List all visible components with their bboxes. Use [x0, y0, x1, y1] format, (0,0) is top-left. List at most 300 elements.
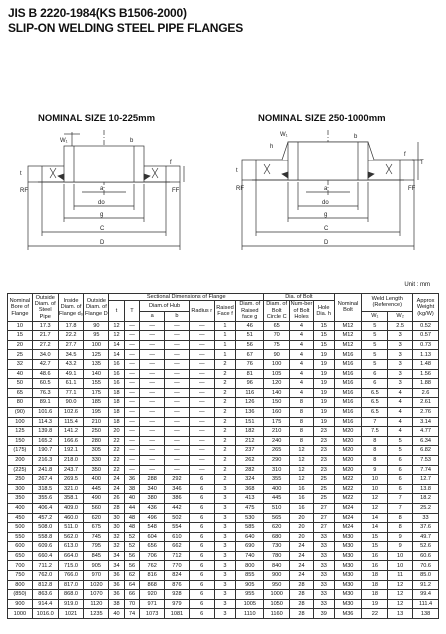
table-cell: 12	[290, 475, 314, 485]
table-cell: 14	[362, 523, 388, 533]
table-cell: 12	[388, 599, 413, 609]
table-cell: 80	[8, 398, 33, 408]
table-cell: 5	[362, 340, 388, 350]
table-cell: 3	[214, 494, 236, 504]
table-row	[8, 465, 439, 475]
table-cell: 7.5	[362, 427, 388, 437]
table-row	[8, 388, 439, 398]
table-row	[8, 513, 439, 523]
table-cell: M16	[334, 369, 362, 379]
table-cell: —	[124, 455, 140, 465]
table-cell: 8	[388, 523, 413, 533]
table-cell: 1160	[264, 609, 290, 619]
table-cell: 33	[313, 532, 334, 542]
table-cell: 36	[109, 590, 125, 600]
table-cell: 37.6	[413, 523, 439, 533]
table-cell: 22	[109, 465, 125, 475]
table-cell: 12	[362, 494, 388, 504]
table-cell: M20	[334, 436, 362, 446]
table-cell: 19	[313, 388, 334, 398]
table-cell: —	[124, 388, 140, 398]
table-cell: 11	[388, 571, 413, 581]
table-cell: 18	[109, 398, 125, 408]
table-cell: 212	[236, 436, 264, 446]
right-label-w1: W₁	[280, 132, 288, 138]
table-cell: 49.1	[58, 369, 84, 379]
header-t: t	[109, 301, 125, 321]
table-cell: 140	[264, 388, 290, 398]
table-cell: 10	[388, 551, 413, 561]
table-cell: 12	[290, 455, 314, 465]
table-cell: 1110	[236, 609, 264, 619]
table-cell: 2	[214, 398, 236, 408]
table-cell: 554	[165, 523, 190, 533]
table-cell: 16	[109, 379, 125, 389]
table-cell: 1073	[140, 609, 165, 619]
table-cell: 65	[264, 321, 290, 331]
table-cell: —	[124, 398, 140, 408]
table-cell: 20	[290, 523, 314, 533]
table-cell: M12	[334, 321, 362, 331]
table-row	[8, 379, 439, 389]
table-row	[8, 571, 439, 581]
table-cell: 3	[214, 503, 236, 513]
table-cell: 102.6	[58, 407, 84, 417]
table-cell: 7	[388, 503, 413, 513]
table-cell: —	[189, 321, 214, 331]
table-cell: 16	[290, 484, 314, 494]
table-cell: —	[189, 446, 214, 456]
table-cell: 22	[109, 446, 125, 456]
table-cell: 262	[236, 455, 264, 465]
table-row	[8, 340, 439, 350]
header-w1: W₁	[362, 311, 388, 321]
table-cell: 290	[264, 455, 290, 465]
table-cell: M16	[334, 360, 362, 370]
table-cell: 19	[313, 350, 334, 360]
table-cell: 4	[388, 427, 413, 437]
table-cell: M30	[334, 542, 362, 552]
table-row	[8, 417, 439, 427]
table-cell: 21.7	[32, 331, 58, 341]
table-cell: 32	[109, 532, 125, 542]
table-row	[8, 369, 439, 379]
table-cell: —	[165, 321, 190, 331]
table-cell: 4	[290, 360, 314, 370]
table-cell: 56	[236, 340, 264, 350]
table-cell: 24	[290, 561, 314, 571]
table-cell: 3	[214, 551, 236, 561]
table-cell: 740	[236, 551, 264, 561]
table-cell: 386	[165, 494, 190, 504]
table-cell: 855	[236, 571, 264, 581]
table-cell: 52	[124, 542, 140, 552]
table-cell: —	[165, 388, 190, 398]
table-cell: 49.7	[413, 532, 439, 542]
table-cell: 7.74	[413, 465, 439, 475]
table-cell: 6	[388, 465, 413, 475]
table-cell: 25	[313, 475, 334, 485]
table-cell: 6	[388, 455, 413, 465]
table-cell: 141.2	[58, 427, 84, 437]
table-cell: 6	[189, 475, 214, 485]
table-cell: 368	[236, 484, 264, 494]
table-cell: 350	[8, 494, 33, 504]
table-cell: 70.6	[413, 561, 439, 571]
table-cell: —	[165, 331, 190, 341]
table-cell: 18	[362, 571, 388, 581]
table-cell: —	[124, 321, 140, 331]
table-cell: —	[140, 321, 165, 331]
table-cell: 16	[290, 503, 314, 513]
table-row	[8, 494, 439, 504]
table-cell: 33	[313, 571, 334, 581]
table-cell: 3	[388, 360, 413, 370]
table-cell: 955	[236, 590, 264, 600]
table-cell: 76	[236, 360, 264, 370]
table-cell: 5	[362, 321, 388, 331]
table-cell: 250	[8, 475, 33, 485]
table-cell: 27.7	[58, 340, 84, 350]
table-cell: 565	[264, 513, 290, 523]
table-cell: 15	[313, 340, 334, 350]
header-nominal-bolt: Nominal Bolt	[334, 294, 362, 322]
table-row	[8, 455, 439, 465]
header-hub-diam: Diam.of Hub	[140, 301, 190, 311]
table-cell: 346	[165, 484, 190, 494]
table-cell: 4	[290, 369, 314, 379]
table-cell: 4	[290, 340, 314, 350]
table-cell: 38	[109, 599, 125, 609]
table-cell: 324	[236, 475, 264, 485]
table-cell: M16	[334, 388, 362, 398]
table-cell: 16	[362, 551, 388, 561]
page-subtitle: SLIP-ON WELDING STEEL PIPE FLANGES	[8, 21, 243, 35]
table-cell: 265	[264, 446, 290, 456]
table-cell: M36	[334, 609, 362, 619]
table-cell: 116	[236, 388, 264, 398]
table-cell: 4	[290, 388, 314, 398]
table-cell: 0.73	[413, 340, 439, 350]
table-cell: 22	[109, 436, 125, 446]
table-cell: —	[165, 360, 190, 370]
right-label-d: D	[324, 240, 329, 246]
table-cell: —	[124, 360, 140, 370]
table-cell: 52	[124, 532, 140, 542]
table-cell: 100	[84, 340, 109, 350]
table-cell: 25	[8, 350, 33, 360]
right-label-b: b	[354, 134, 358, 140]
left-label-a: a	[100, 186, 104, 192]
table-cell: 2	[214, 436, 236, 446]
table-cell: 800	[236, 561, 264, 571]
table-cell: 5	[362, 331, 388, 341]
table-cell: 40	[124, 494, 140, 504]
table-cell: 730	[264, 542, 290, 552]
table-row	[8, 436, 439, 446]
header-hub-a: a	[140, 311, 165, 321]
table-cell: 4	[290, 350, 314, 360]
header-bolt-circle: Diam. of Bolt Circle C	[264, 301, 290, 321]
table-cell: 81	[236, 369, 264, 379]
table-row	[8, 475, 439, 485]
table-cell: 4	[290, 321, 314, 331]
table-cell: 105	[264, 369, 290, 379]
table-cell: 40	[8, 369, 33, 379]
table-cell: 640	[236, 532, 264, 542]
table-cell: 1120	[84, 599, 109, 609]
table-cell: 5	[388, 436, 413, 446]
table-cell: —	[165, 417, 190, 427]
table-cell: 3	[214, 609, 236, 619]
table-cell: 114.3	[32, 417, 58, 427]
table-cell: 1070	[84, 590, 109, 600]
table-cell: 970	[84, 571, 109, 581]
table-cell: 12.7	[413, 475, 439, 485]
table-row	[8, 398, 439, 408]
table-cell: 292	[165, 475, 190, 485]
table-cell: 28	[109, 503, 125, 513]
header-nominal-bore: Nominal Bore of Flange	[8, 294, 33, 322]
left-label-ff: FF	[172, 188, 180, 194]
table-cell: 22.2	[58, 331, 84, 341]
table-cell: 166.6	[58, 436, 84, 446]
header-raised-face: Raised Face f	[214, 301, 236, 321]
table-cell: 919.0	[58, 599, 84, 609]
table-cell: 6	[362, 379, 388, 389]
table-cell: —	[140, 331, 165, 341]
table-cell: 95	[84, 331, 109, 341]
table-cell: 32	[8, 360, 33, 370]
table-cell: 8	[362, 455, 388, 465]
header-raised-diam: Diam. of Raised face g	[236, 301, 264, 321]
table-cell: 28	[290, 590, 314, 600]
table-cell: 558.8	[32, 532, 58, 542]
table-cell: 876	[165, 580, 190, 590]
table-cell: 6.34	[413, 436, 439, 446]
table-cell: —	[124, 436, 140, 446]
table-cell: M16	[334, 407, 362, 417]
table-cell: 355	[264, 475, 290, 485]
table-cell: 662	[165, 542, 190, 552]
table-cell: 15	[313, 331, 334, 341]
table-cell: 241.8	[32, 465, 58, 475]
table-cell: 210	[264, 427, 290, 437]
table-cell: 64	[124, 580, 140, 590]
table-cell: 800	[8, 580, 33, 590]
table-cell: 700	[8, 561, 33, 571]
unit-label: Unit : mm	[404, 282, 430, 288]
table-cell: 1021	[58, 609, 84, 619]
table-cell: M24	[334, 513, 362, 523]
table-cell: 23	[313, 446, 334, 456]
table-cell: —	[140, 379, 165, 389]
table-cell: 48.6	[32, 369, 58, 379]
table-cell: M16	[334, 379, 362, 389]
table-cell: 905	[236, 580, 264, 590]
table-cell: 165.2	[32, 436, 58, 446]
table-cell: 56	[124, 561, 140, 571]
table-cell: 1081	[165, 609, 190, 619]
table-cell: 1	[214, 340, 236, 350]
table-cell: 111.4	[413, 599, 439, 609]
table-cell: 300	[8, 484, 33, 494]
table-cell: 6	[189, 590, 214, 600]
table-cell: 1016.0	[32, 609, 58, 619]
table-cell: 318.5	[32, 484, 58, 494]
table-cell: (90)	[8, 407, 33, 417]
table-cell: 27	[313, 503, 334, 513]
table-cell: 20	[290, 532, 314, 542]
table-cell: 3	[388, 340, 413, 350]
table-cell: 14	[109, 340, 125, 350]
table-cell: 795	[84, 542, 109, 552]
table-cell: 85.0	[413, 571, 439, 581]
table-cell: 350	[84, 465, 109, 475]
table-cell: 210	[84, 417, 109, 427]
table-cell: M20	[334, 465, 362, 475]
table-row	[8, 532, 439, 542]
table-cell: 138	[413, 609, 439, 619]
left-label-w1: W₁	[60, 138, 68, 144]
table-cell: 139.8	[32, 427, 58, 437]
table-cell: 24	[290, 571, 314, 581]
table-cell: 824	[165, 571, 190, 581]
left-label-t: t	[20, 171, 22, 177]
table-row	[8, 561, 439, 571]
table-cell: —	[140, 417, 165, 427]
table-cell: 15	[362, 532, 388, 542]
table-cell: 60.6	[413, 551, 439, 561]
header-big-t: T	[124, 301, 140, 321]
table-cell: 562.0	[58, 532, 84, 542]
table-cell: 8	[388, 513, 413, 523]
table-cell: 4	[388, 388, 413, 398]
table-cell: 920	[140, 590, 165, 600]
table-cell: 34.0	[32, 350, 58, 360]
table-cell: 457.2	[32, 513, 58, 523]
table-cell: 600	[8, 542, 33, 552]
left-label-d: D	[100, 240, 105, 246]
table-cell: 125	[84, 350, 109, 360]
table-cell: 900	[264, 571, 290, 581]
table-cell: 620	[84, 513, 109, 523]
table-cell: 60.5	[32, 379, 58, 389]
table-cell: 17.8	[58, 321, 84, 331]
table-cell: 1	[214, 350, 236, 360]
table-cell: 3	[214, 523, 236, 533]
table-cell: —	[124, 350, 140, 360]
table-row	[8, 331, 439, 341]
table-cell: 845	[84, 551, 109, 561]
table-cell: —	[140, 427, 165, 437]
table-cell: 23	[313, 436, 334, 446]
table-cell: 62	[124, 571, 140, 581]
table-cell: 150	[264, 398, 290, 408]
table-cell: 511.0	[58, 523, 84, 533]
table-cell: 120	[264, 379, 290, 389]
table-cell: 0.57	[413, 331, 439, 341]
table-cell: 10	[8, 321, 33, 331]
table-cell: 67	[236, 350, 264, 360]
table-cell: 8	[290, 398, 314, 408]
table-cell: 409.0	[58, 503, 84, 513]
table-cell: 28	[290, 599, 314, 609]
table-cell: 33	[413, 513, 439, 523]
left-label-rf: RF	[20, 188, 28, 194]
table-cell: 2	[214, 369, 236, 379]
table-cell: 46	[236, 321, 264, 331]
table-cell: M20	[334, 455, 362, 465]
table-cell: 6	[362, 369, 388, 379]
table-cell: 450	[8, 513, 33, 523]
table-cell: 1050	[264, 599, 290, 609]
table-cell: 10	[362, 484, 388, 494]
table-cell: 90.0	[58, 398, 84, 408]
table-cell: 358.1	[58, 494, 84, 504]
table-row	[8, 350, 439, 360]
table-cell: 13.8	[413, 484, 439, 494]
flange-spec-table	[7, 293, 439, 619]
left-flange-diagram	[20, 126, 188, 282]
table-row	[8, 503, 439, 513]
table-cell: 200	[8, 455, 33, 465]
table-cell: 6	[388, 484, 413, 494]
table-cell: 12	[109, 321, 125, 331]
table-cell: —	[165, 340, 190, 350]
table-cell: 460.0	[58, 513, 84, 523]
table-row	[8, 609, 439, 619]
table-cell: 475	[236, 503, 264, 513]
table-cell: 52.6	[413, 542, 439, 552]
table-cell: 6	[189, 599, 214, 609]
table-cell: —	[140, 369, 165, 379]
table-cell: 6.5	[362, 398, 388, 408]
table-cell: 620	[264, 523, 290, 533]
table-cell: 321.0	[58, 484, 84, 494]
right-label-t: t	[236, 168, 238, 174]
table-cell: 6	[189, 561, 214, 571]
left-label-c: C	[100, 226, 105, 232]
table-cell: 19	[313, 407, 334, 417]
table-cell: 0.52	[413, 321, 439, 331]
table-cell: —	[189, 388, 214, 398]
table-cell: 5	[362, 350, 388, 360]
table-cell: 18	[362, 590, 388, 600]
right-label-c: C	[324, 226, 329, 232]
table-cell: 39	[313, 609, 334, 619]
table-cell: 100	[264, 360, 290, 370]
table-cell: —	[140, 388, 165, 398]
table-cell: 6.5	[362, 407, 388, 417]
table-cell: —	[124, 331, 140, 341]
table-cell: 745	[84, 532, 109, 542]
table-cell: 44	[124, 503, 140, 513]
table-cell: 950	[264, 580, 290, 590]
table-cell: 36	[109, 571, 125, 581]
table-cell: 508.0	[32, 523, 58, 533]
table-cell: 20	[109, 427, 125, 437]
table-cell: 310	[264, 465, 290, 475]
table-cell: 12	[362, 503, 388, 513]
table-cell: 445	[264, 494, 290, 504]
table-cell: 863.6	[32, 590, 58, 600]
table-cell: 496	[140, 513, 165, 523]
table-cell: 126	[236, 398, 264, 408]
table-cell: 3.14	[413, 417, 439, 427]
table-cell: 76.3	[32, 388, 58, 398]
header-bolt-holes: Num-ber of Bolt Holes	[290, 301, 313, 321]
